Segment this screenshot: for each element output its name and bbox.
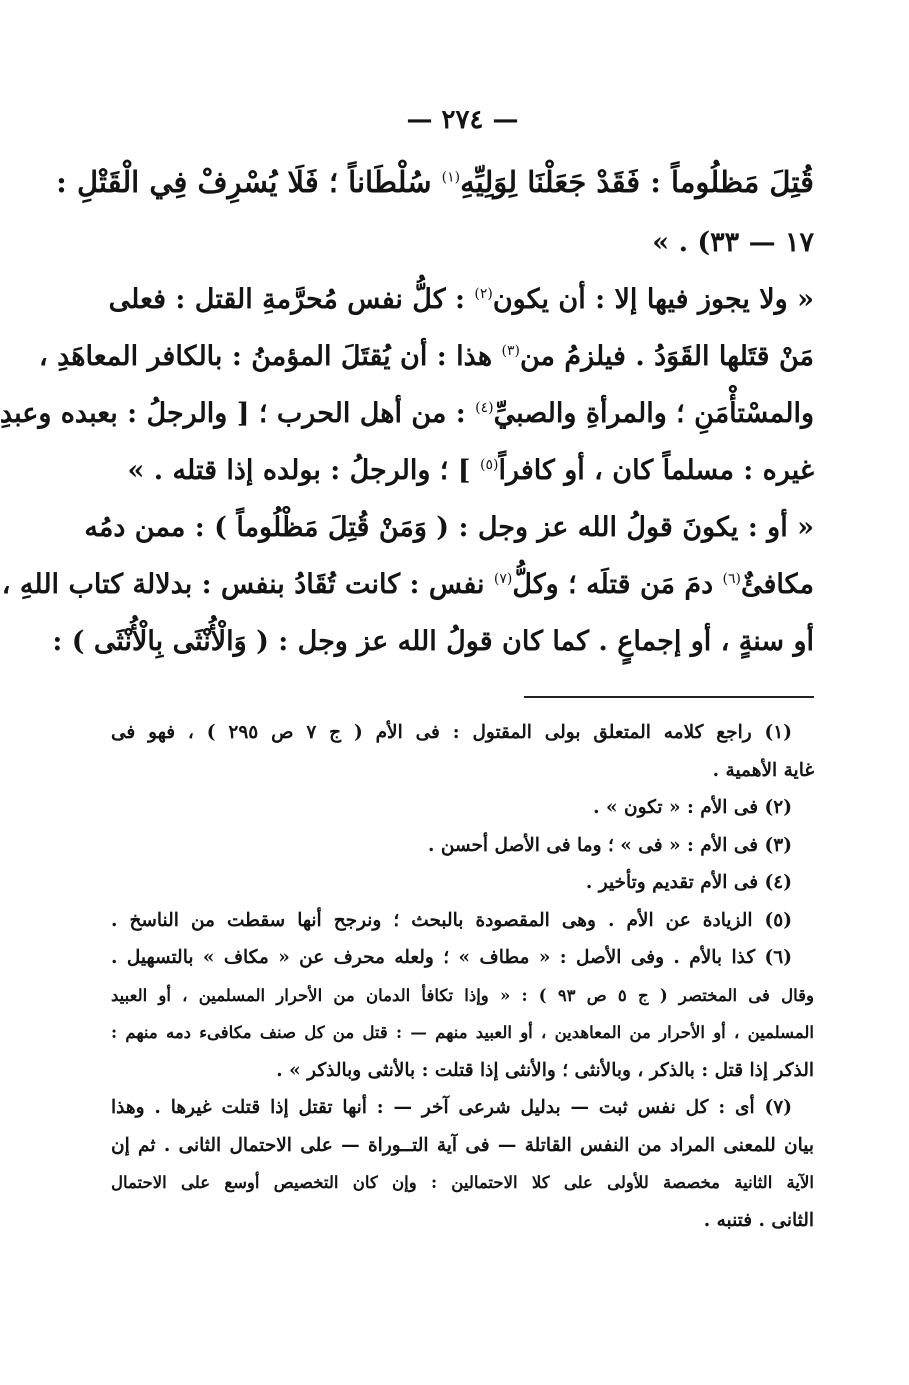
text-segment: : كلُّ نفس مُحرَّمةِ القتل : فعلى (108, 284, 475, 315)
text-line (39, 328, 814, 385)
footnote-divider (524, 696, 814, 698)
page-number: — ٢٧٤ — (406, 105, 519, 135)
footnote-marker: (١) (441, 169, 461, 186)
text-segment: والمسْتأْمَنِ ؛ والمرأةِ والصبيِّ (493, 398, 814, 429)
footnotes (111, 714, 814, 1239)
text-segment: قُتِلَ مَظلُوماً : فَقَدْ جَعَلْنَا لِوَلِيِّهِ (460, 165, 814, 199)
text-segment: هذا : أن يُقتَلَ المؤمنُ : بالكافر المعاهَدِ ، (39, 341, 502, 372)
footnote-line: الذكر إذا قتل : بالذكر ، وبالأنثى ؛ والأنثى إذا قتلت : بالأنثى وبالذكر » . (276, 1059, 814, 1081)
text-segment: ١٧ — ٣٣) . » (652, 227, 814, 258)
text-line (1, 556, 814, 613)
footnote-line: غاية الأهمية . (712, 759, 814, 781)
text-line (84, 499, 814, 556)
text-segment: أو سنةٍ ، أو إجماعٍ . كما كان قولُ الله عز وجل : ( وَالْأُنْثَى بِالْأُنْثَى ) : (52, 626, 814, 657)
footnote-line: بيان للمعنى المراد من النفس القاتلة — فى آية التــوراة — على الاحتمال الثانى . ثم إن (111, 1134, 814, 1156)
footnote-marker: (٦) (722, 571, 741, 587)
footnote-line: المسلمين ، أو الأحرار من المعاهدين ، أو العبيد منهم — : قتل من كل صنف مكافىء دمه منهم : (111, 1023, 814, 1042)
footnote-line: (١) راجع كلامه المتعلق بولى المقتول : فى الأم ( ج ٧ ص ٢٩٥ ) ، فهو فى (111, 722, 792, 743)
text-segment: غيره : مسلماً كان ، أو كافراً (498, 455, 814, 486)
text-line (108, 271, 814, 328)
footnote-marker: (٧) (493, 571, 513, 587)
main-text (0, 154, 814, 670)
footnote-line: (٧) أى : كل نفس ثبت — بدليل شرعى آخر — : أنها تقتل إذا قتلت غيرها . وهذا (111, 1097, 792, 1118)
text-line (0, 385, 814, 442)
text-line (52, 613, 814, 670)
text-segment: : من أهل الحرب ؛ [ والرجلُ : بعبده وعبدِ (0, 398, 476, 429)
footnote-marker: (٤) (475, 400, 494, 416)
footnote-line: وقال فى المختصر ( ج ٥ ص ٩٣ ) : « وإذا تكافأ الدمان من الأحرار المسلمين ، أو العبيد (111, 985, 814, 1005)
text-segment: دمَ مَن قتلَه ؛ وكلُّ (512, 569, 723, 600)
footnote-marker: (٢) (474, 286, 493, 302)
text-segment: مَنْ قتَلها القَوَدُ . فيلزمُ من (519, 341, 814, 372)
text-segment: نفس : كانت تُقَادُ بنفس : بدلالة كتاب اللهِ ، (1, 569, 494, 600)
text-segment: « أو : يكونَ قولُ الله عز وجل : ( وَمَنْ قُتِلَ مَظْلُوماً ) : ممن دمُه (84, 512, 814, 543)
footnote-marker: (٥) (479, 457, 499, 473)
footnote-line: (٥) الزيادة عن الأم . وهى المقصودة بالبحث ؛ ونرجح أنها سقطت من الناسخ . (111, 909, 792, 931)
text-line (111, 214, 814, 271)
footnote-line: (٢) فى الأم : « تكون » . (593, 797, 792, 818)
footnote-line: الثانى . فتنبه . (703, 1209, 814, 1231)
text-line (111, 442, 814, 499)
text-segment: مكافئٌ (740, 569, 814, 600)
text-line (56, 154, 814, 214)
footnote-line: الآية الثانية مخصصة للأولى على كلا الاحتمالين : وإن كان التخصيص أوسع على الاحتمال (111, 1173, 814, 1192)
text-segment: سُلْطَاناً ؛ فَلَا يُسْرِفْ فِي الْقَتْلِ : (56, 165, 442, 199)
footnote-line: (٤) فى الأم تقديم وتأخير . (585, 872, 792, 893)
footnote-marker: (٣) (501, 343, 520, 359)
text-segment: « ولا يجوز فيها إلا : أن يكون (492, 284, 814, 315)
footnote-line: (٦) كذا بالأم . وفى الأصل : « مطاف » ؛ ولعله محرف عن « مكاف » بالتسهيل . (111, 947, 792, 968)
text-segment: ] ؛ والرجلُ : بولده إذا قتله . » (127, 455, 480, 486)
footnote-line: (٣) فى الأم : « فى » ؛ وما فى الأصل أحسن . (427, 834, 792, 856)
